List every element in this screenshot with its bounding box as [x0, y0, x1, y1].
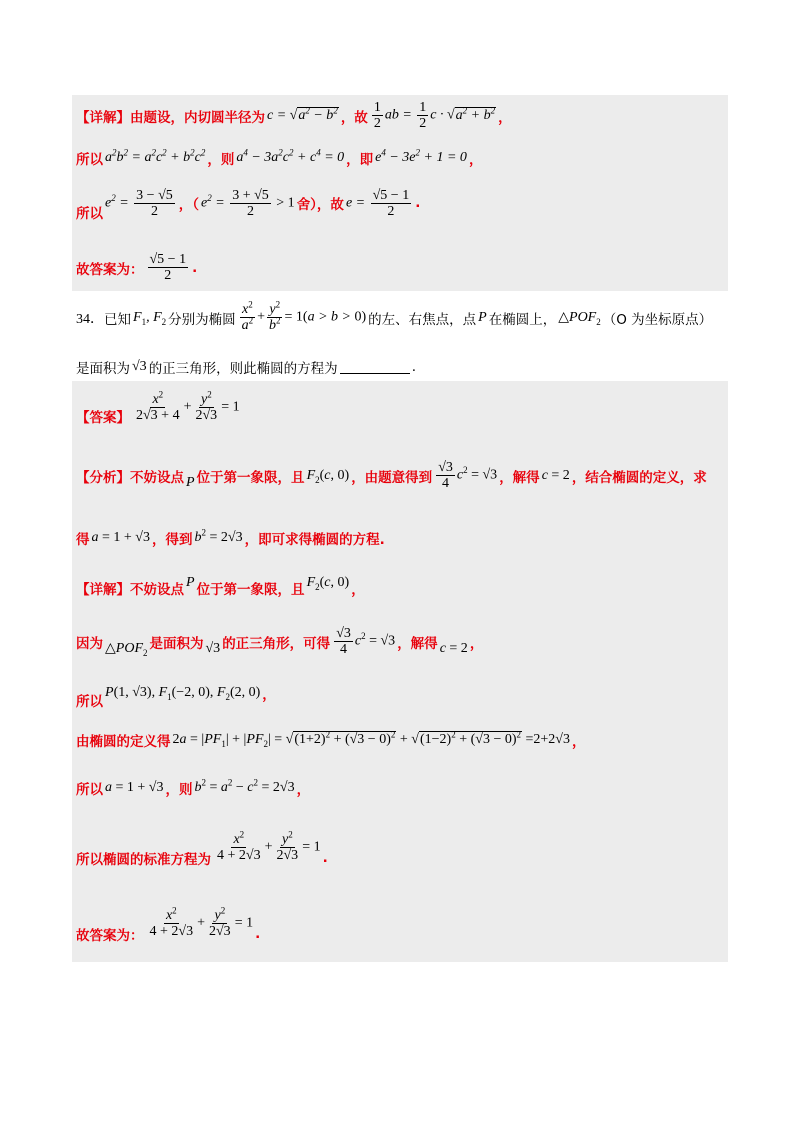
detail-line-1: 【详解】由题设，内切圆半径为 $c = √a^2 - b^2$ ，故 $\frac{1}{2}$ ab = $\frac{1}{2}$ $c \cdot √a^2 + b^2$ ，: [76, 100, 512, 131]
detail-34-line-1: 【详解】不妨设点 P 位于第一象限，且 $F_2(c$, 0) ，: [76, 575, 365, 598]
answer-line-33: 故答案为： $\frac{√5 - 1}{2}$ .: [76, 252, 198, 283]
answer-blank: [340, 361, 410, 374]
detail-34-line-2: 因为 $\triangle POF_2$ 是面积为 √3 的正三角形，可得 $\frac{√3}{4}$ $c^2 = √3$ ，解得 c = 2 ，: [76, 626, 484, 658]
detail-34-line-5: 所以 a = 1 + √3 ，则 $b^2 = a^2 - c^2 = 2√3$ ，: [76, 777, 311, 798]
formula-inradius: $c = √a^2 - b^2$: [267, 104, 338, 123]
analysis-line-1: 【分析】不妨设点 P 位于第一象限，且 $F_2(c$, 0) ，由题意得到 $\frac{√3}{4}$ $c^2 = √3$ ，解得 c = 2 ，结合椭圆的定义，求: [76, 460, 707, 491]
question-34-line-2: 是面积为 √3 的正三角形，则此椭圆的方程为 .: [76, 359, 416, 377]
detail-line-2: 所以 $a^2b^2 = a^2c^2 + b^2c^2$ ，则 $a^4 - 3a^2c^2 + c^4 = 0$ ，即 $e^4 - 3e^2 + 1 = 0$ ，: [76, 147, 483, 168]
analysis-line-2: 得 a = 1 + √3 ，得到 $b^2 = 2√3$ ，即可求得椭圆的方程.: [76, 527, 385, 548]
detail-34-line-4: 由椭圆的定义得 $2a = |PF_1| + |PF_2| = √(1+2)^2 + (√3 - 0)^2 + √(1-2)^2 + (√3 - 0)^2 =2+2√3$ ，: [76, 729, 586, 750]
formula-area: $\frac{1}{2}$ ab = $\frac{1}{2}$ $c \cdot √a^2 + b^2$: [373, 100, 496, 131]
question-34-line-1: 34． 已知 $F_1$, $F_2$ 分别为椭圆 $\frac{x^2}{a^2}$ + $\frac{y^2}{b^2}$ = 1(a > b > 0) 的左、右焦点，点 P 在椭圆上， $\triangle POF_2$ （O 为坐标原点）: [76, 299, 713, 333]
answer-line-34: 【答案】 $\frac{x^2}{2√3 + 4}$ + $\frac{y^2}{2√3}$ = 1: [76, 388, 240, 426]
detail-34-line-6: 所以椭圆的标准方程为 $\frac{x^2}{4 + 2√3}$ + $\frac{y^2}{2√3}$ = 1 .: [76, 828, 328, 868]
detail-line-3: 所以 $e^2$ = $\frac{3 - √5}{2}$ ，（ $e^2$ = $\frac{3 + √5}{2}$ > 1 舍），故 e = $\frac{√5 - 1}{2}$ .: [76, 187, 421, 222]
final-answer-34: 故答案为： $\frac{x^2}{4 + 2√3}$ + $\frac{y^2}{2√3}$ = 1 .: [76, 904, 261, 944]
detail-34-line-3: 所以 P(1, √3), $F_1(-2$, 0), $F_2(2$, 0) ，: [76, 685, 276, 710]
